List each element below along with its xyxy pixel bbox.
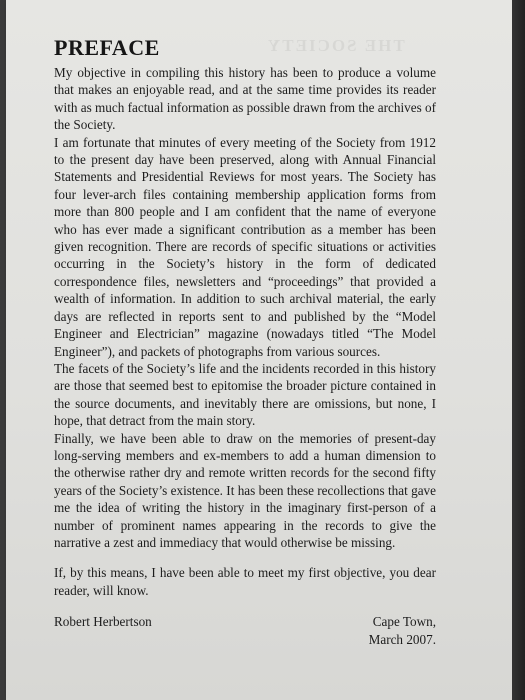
- paragraph-4: Finally, we have been able to draw on the memories of present-day long-serving members and ex-members to add a human dimension to the otherwise rather dry and remote written records for the second fifty years of the Society’s existence. It has been these recollections that gave me the idea of writing the history in the imaginary first-person of a number of prominent names appearing in the records to give the narrative a zest and immediacy that would otherwise be missing.: [54, 430, 436, 550]
- author-name: Robert Herbertson: [54, 614, 152, 630]
- signature-block: [54, 613, 436, 649]
- paragraph-3: The facets of the Society’s life and the incidents recorded in this history are those that seemed best to epitomise the broader picture contained in the source documents, and inevitably there are omissions, but none, I hope, that detract from the main story.: [54, 360, 436, 429]
- page-edge-shadow: [512, 0, 525, 700]
- book-page: [6, 0, 512, 700]
- place-and-date: [369, 613, 436, 648]
- place: Cape Town,: [372, 614, 436, 630]
- page-title: PREFACE: [54, 35, 160, 60]
- date: March 2007.: [368, 631, 436, 647]
- paragraph-1: My objective in compiling this history has been to produce a volume that makes an enjoyable read, and at the same time provides its reader with as much factual information as possible drawn from the archives of the Society.: [54, 65, 436, 133]
- show-through-text: THE SOCIETY: [266, 36, 405, 55]
- paragraph-gap: [54, 551, 436, 564]
- paragraph-2: I am fortunate that minutes of every meeting of the Society from 1912 to the present day have been preserved, along with Annual Financial Statements and Presidential Reviews for most years. The Society has four lever-arch files containing membership application forms from more than 800 people and I am confident that the name of everyone who has ever made a significant contribution as a member has been given recognition. There are records of specific situations or activities occurring in the Society’s history in the form of dedicated correspondence files, newsletters and “proceedings” that provided a wealth of information. In addition to such archival material, the early days are reflected in reports sent to and published by the “Model Engineer and Electrician” magazine (nowadays titled “The Model Engineer”), and packets of photographs from various sources.: [54, 134, 436, 359]
- closing-paragraph: If, by this means, I have been able to meet my first objective, you dear reader, will know.: [54, 565, 436, 598]
- preface-body: [54, 36, 436, 649]
